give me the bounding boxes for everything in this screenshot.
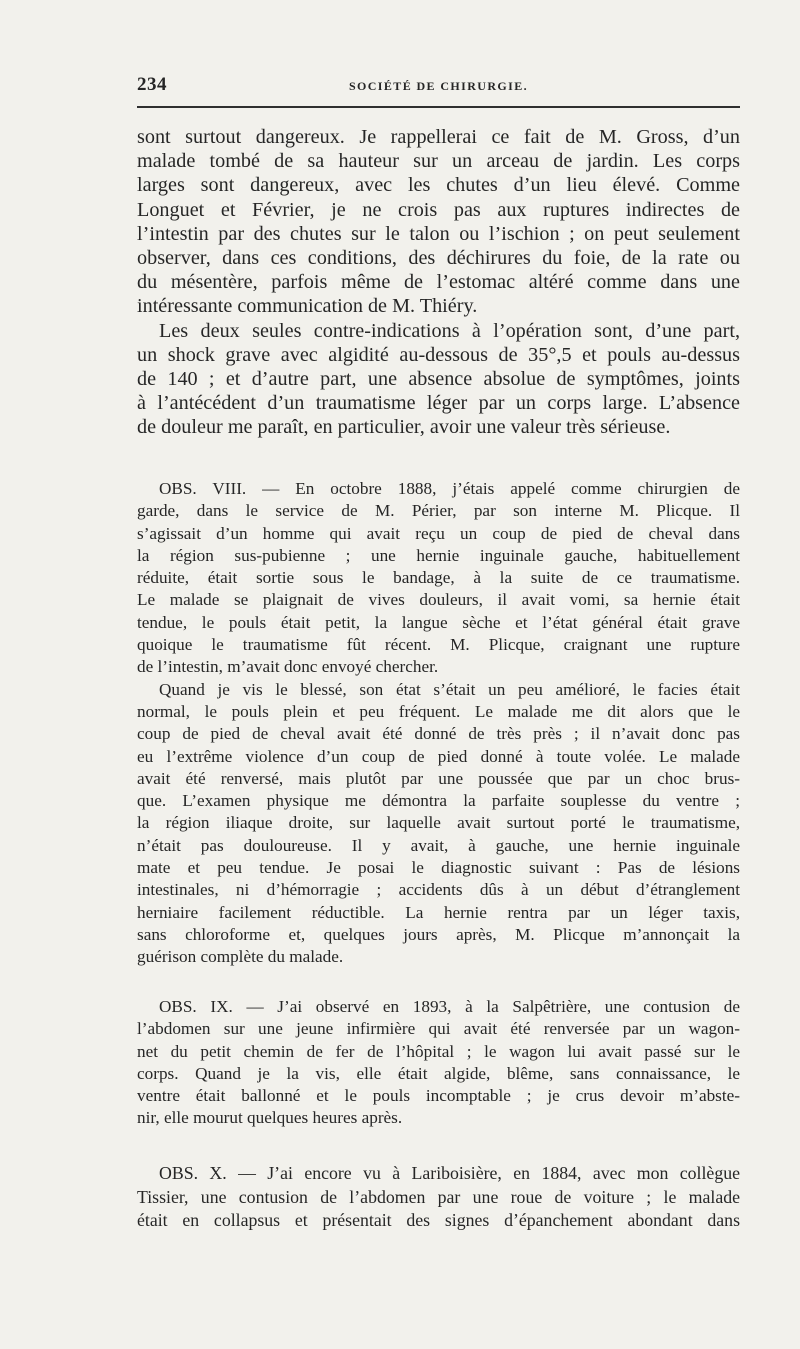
page-header: [137, 74, 740, 100]
text-line: sans chloroforme et, quelques jours après, M. Plicque m’annonçait la: [137, 924, 740, 944]
text-line: tendue, le pouls était petit, la langue sèche et l’état général était grave: [137, 612, 740, 632]
header-rule: [137, 106, 740, 108]
text-line: à l’antécédent d’un traumatisme léger par un corps large. L’absence: [137, 392, 740, 415]
text-line: était en collapsus et présentait des signes d’épanchement abondant dans: [137, 1210, 740, 1231]
text-line: guérison complète du malade.: [137, 947, 344, 967]
text-line: de douleur me paraît, en particulier, avoir une valeur très sérieuse.: [137, 416, 671, 439]
text-line: eu l’extrême violence d’un coup de pied donné à toute volée. Le malade: [137, 746, 740, 766]
text-line: la région sus-pubienne ; une hernie inguinale gauche, habituellement: [137, 545, 740, 565]
paragraph: [137, 319, 740, 440]
text-line: malade tombé de sa hauteur sur un arceau de jardin. Les corps: [137, 150, 740, 173]
text-line: s’agissait d’un homme qui avait reçu un coup de pied de cheval dans: [137, 523, 740, 543]
text-line: avait été renversé, mais plutôt par une poussée que par un choc brus-: [137, 768, 740, 788]
text-line: herniaire facilement réductible. La hernie rentra par un léger taxis,: [137, 902, 740, 922]
page-number: 234: [137, 74, 167, 95]
text-line: de 140 ; et d’autre part, une absence absolue de symptômes, joints: [137, 367, 740, 390]
paragraph: [137, 679, 740, 969]
text-line: observer, dans ces conditions, des déchirures du foie, de la rate ou: [137, 246, 740, 269]
text-line: ventre était ballonné et le pouls incomptable ; je crus devoir m’abste-: [137, 1086, 740, 1106]
text-line: l’abdomen sur une jeune infirmière qui avait été renversée par un wagon-: [137, 1019, 740, 1039]
text-line: réduite, était sortie sous le bandage, à la suite de ce traumatisme.: [137, 568, 740, 588]
text-line: du mésentère, parfois même de l’estomac altéré comme dans une: [137, 271, 740, 294]
running-title: SOCIÉTÉ DE CHIRURGIE.: [348, 79, 529, 93]
text-line: OBS. IX. — J’ai observé en 1893, à la Salpêtrière, une contusion de: [159, 997, 740, 1016]
text-line: larges sont dangereux, avec les chutes d’un lieu élevé. Comme: [137, 174, 740, 197]
text-line: net du petit chemin de fer de l’hôpital ; le wagon lui avait passé sur le: [137, 1041, 740, 1061]
text-line: normal, le pouls plein et peu fréquent. Le malade me dit alors que le: [137, 701, 740, 721]
paragraph: [137, 1162, 740, 1233]
text-line: Longuet et Février, je ne crois pas aux ruptures indirectes de: [137, 198, 740, 221]
text-line: Tissier, une contusion de l’abdomen par une roue de voiture ; le malade: [137, 1186, 740, 1207]
text-line: l’intestin par des chutes sur le talon ou l’ischion ; on peut seulement: [137, 222, 740, 245]
text-line: Les deux seules contre-indications à l’opération sont, d’une part,: [159, 319, 740, 342]
text-line: la région iliaque droite, sur laquelle avait surtout porté le traumatisme,: [137, 813, 740, 833]
text-line: intestinales, ni d’hémorragie ; accidents dûs à un début d’étranglement: [137, 880, 740, 900]
text-line: sont surtout dangereux. Je rappellerai ce fait de M. Gross, d’un: [137, 126, 740, 148]
paragraph: [137, 996, 740, 1130]
text-line: OBS. VIII. — En octobre 1888, j’étais appelé comme chirurgien de: [159, 479, 740, 498]
text-line: que. L’examen physique me démontra la parfaite souplesse du ventre ;: [137, 791, 740, 811]
observation-viii: [137, 478, 740, 969]
text-line: quoique le traumatisme fût récent. M. Plicque, craignant une rupture: [137, 635, 740, 655]
text-line: corps. Quand je la vis, elle était algide, blême, sans connaissance, le: [137, 1063, 740, 1083]
text-line: intéressante communication de M. Thiéry.: [137, 295, 478, 318]
text-line: de l’intestin, m’avait donc envoyé chercher.: [137, 657, 439, 677]
text-line: nir, elle mourut quelques heures après.: [137, 1108, 403, 1128]
text-line: Le malade se plaignait de vives douleurs, il avait vomi, sa hernie était: [137, 590, 740, 610]
text-block-main: [137, 125, 740, 439]
text-line: un shock grave avec algidité au-dessous de 35°,5 et pouls au-dessus: [137, 343, 740, 366]
text-line: garde, dans le service de M. Périer, par son interne M. Plicque. Il: [137, 501, 740, 521]
observation-ix: [137, 996, 740, 1130]
text-line: coup de pied de cheval avait été donné de très près ; il n’avait donc pas: [137, 724, 740, 744]
paragraph: [137, 478, 740, 679]
text-line: n’était pas douloureuse. Il y avait, à gauche, une hernie inguinale: [137, 835, 740, 855]
text-line: mate et peu tendue. Je posai le diagnostic suivant : Pas de lésions: [137, 858, 740, 878]
text-line: Quand je vis le blessé, son état s’était un peu amélioré, le facies était: [159, 679, 740, 699]
observation-x: [137, 1162, 740, 1233]
paragraph: [137, 125, 740, 319]
text-line: OBS. X. — J’ai encore vu à Lariboisière, en 1884, avec mon collègue: [159, 1163, 740, 1183]
